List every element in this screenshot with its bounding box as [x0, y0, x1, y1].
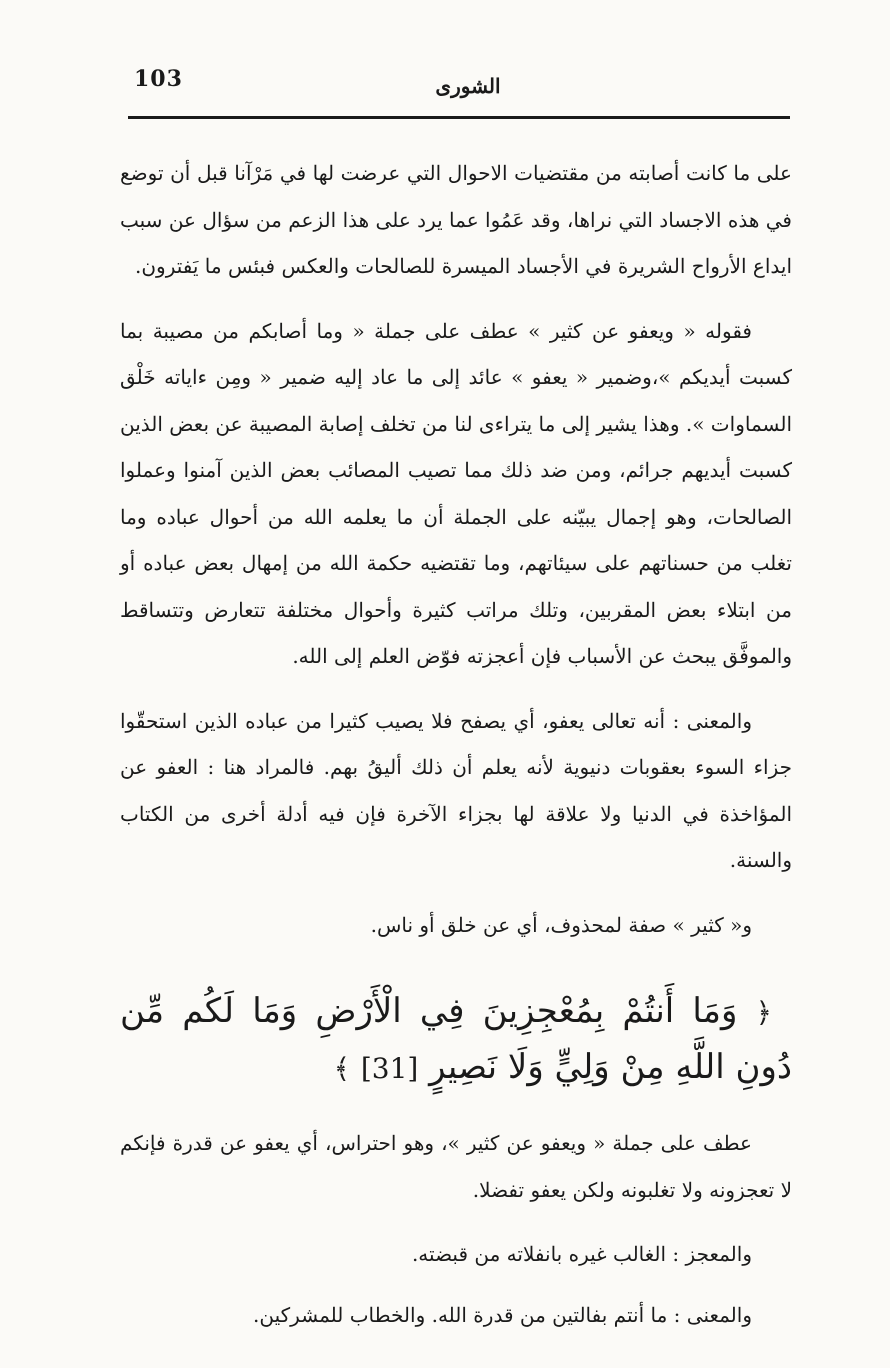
paragraph-4: و« كثير » صفة لمحذوف، أي عن خلق أو ناس. — [370, 912, 752, 937]
verse-number: [31] — [360, 1052, 419, 1085]
paragraph-7: والمعنى : ما أنتم بفالتين من قدرة الله. والخطاب للمشركين. — [253, 1302, 752, 1327]
paragraph-2: فقوله « ويعفو عن كثير » عطف على جملة « وما أصابكم من مصيبة بما كسبت أيديكم »،وضمير « يعفو » عائد إلى ما عاد إليه ضمير « ومِن ءاياته خَلْق السماوات ». وهذا يشير إلى ما يتراءى لنا من تخلف إصابة المصيبة عن بعض الذين كسبت أيديهم جرائم، ومن ضد ذلك مما تصيب المصائب بعض الذين آمنوا وعملوا الصالحات، وهو إجمال يبيّنه على الجملة أن ما يعلمه الله من أحوال عباده وما تغلب من حسناتهم على سيئاتهم، وما تقتضيه حكمة الله من إمهال بعض عباده أو من ابتلاء بعض المقربين، وتلك مراتب كثيرة وأحوال مختلفة تتعارض وتتساقط والموفَّق يبحث عن الأسباب فإن أعجزته فوّض العلم إلى الله. — [120, 318, 793, 668]
paragraph-3: والمعنى : أنه تعالى يعفو، أي يصفح فلا يصيب كثيرا من عباده الذين استحقّوا جزاء السوء بعقوبات دنيوية لأنه يعلم أن ذلك أليقُ بهم. فالمراد هنا : العفو عن المؤاخذة في الدنيا ولا علاقة لها بجزاء الآخرة فإن فيه أدلة أخرى من الكتاب والسنة. — [120, 708, 792, 872]
paragraph-5: عطف على جملة « ويعفو عن كثير »، وهو احتراس، أي يعفو عن قدرة فإنكم لا تعجزونه ولا تغلبونه ولكن يعفو تفضلا. — [120, 1131, 792, 1202]
body-text — [120, 150, 792, 1352]
running-title: الشورى — [435, 74, 501, 98]
verse-open-bracket: ﴿ — [755, 996, 772, 1029]
paragraph-6: والمعجز : الغالب غيره بانفلاته من قبضته. — [411, 1242, 752, 1266]
page-header — [128, 66, 788, 114]
paragraph-1: على ما كانت أصابته من مقتضيات الاحوال التي عرضت لها في مَرْآنا قبل أن توضع في هذه الاجساد التي نراها، وقد عَمُوا عما يرد على هذا الزعم من سؤال عن سبب ايداع الأرواح الشريرة في الأجساد الميسرة للصالحات والعكس فبئس ما يَفترون. — [120, 161, 792, 278]
quran-verse — [120, 984, 792, 1096]
verse-text: وَمَا أَنتُمْ بِمُعْجِزِينَ فِي الْأَرْضِ وَمَا لَكُم مِّن دُونِ اللَّهِ مِنْ وَلِيٍّ وَلَا نَصِيرٍ — [120, 991, 792, 1087]
header-rule — [128, 116, 790, 119]
verse-close-bracket: ﴾ — [333, 1052, 351, 1085]
page-number: 103 — [134, 66, 183, 92]
